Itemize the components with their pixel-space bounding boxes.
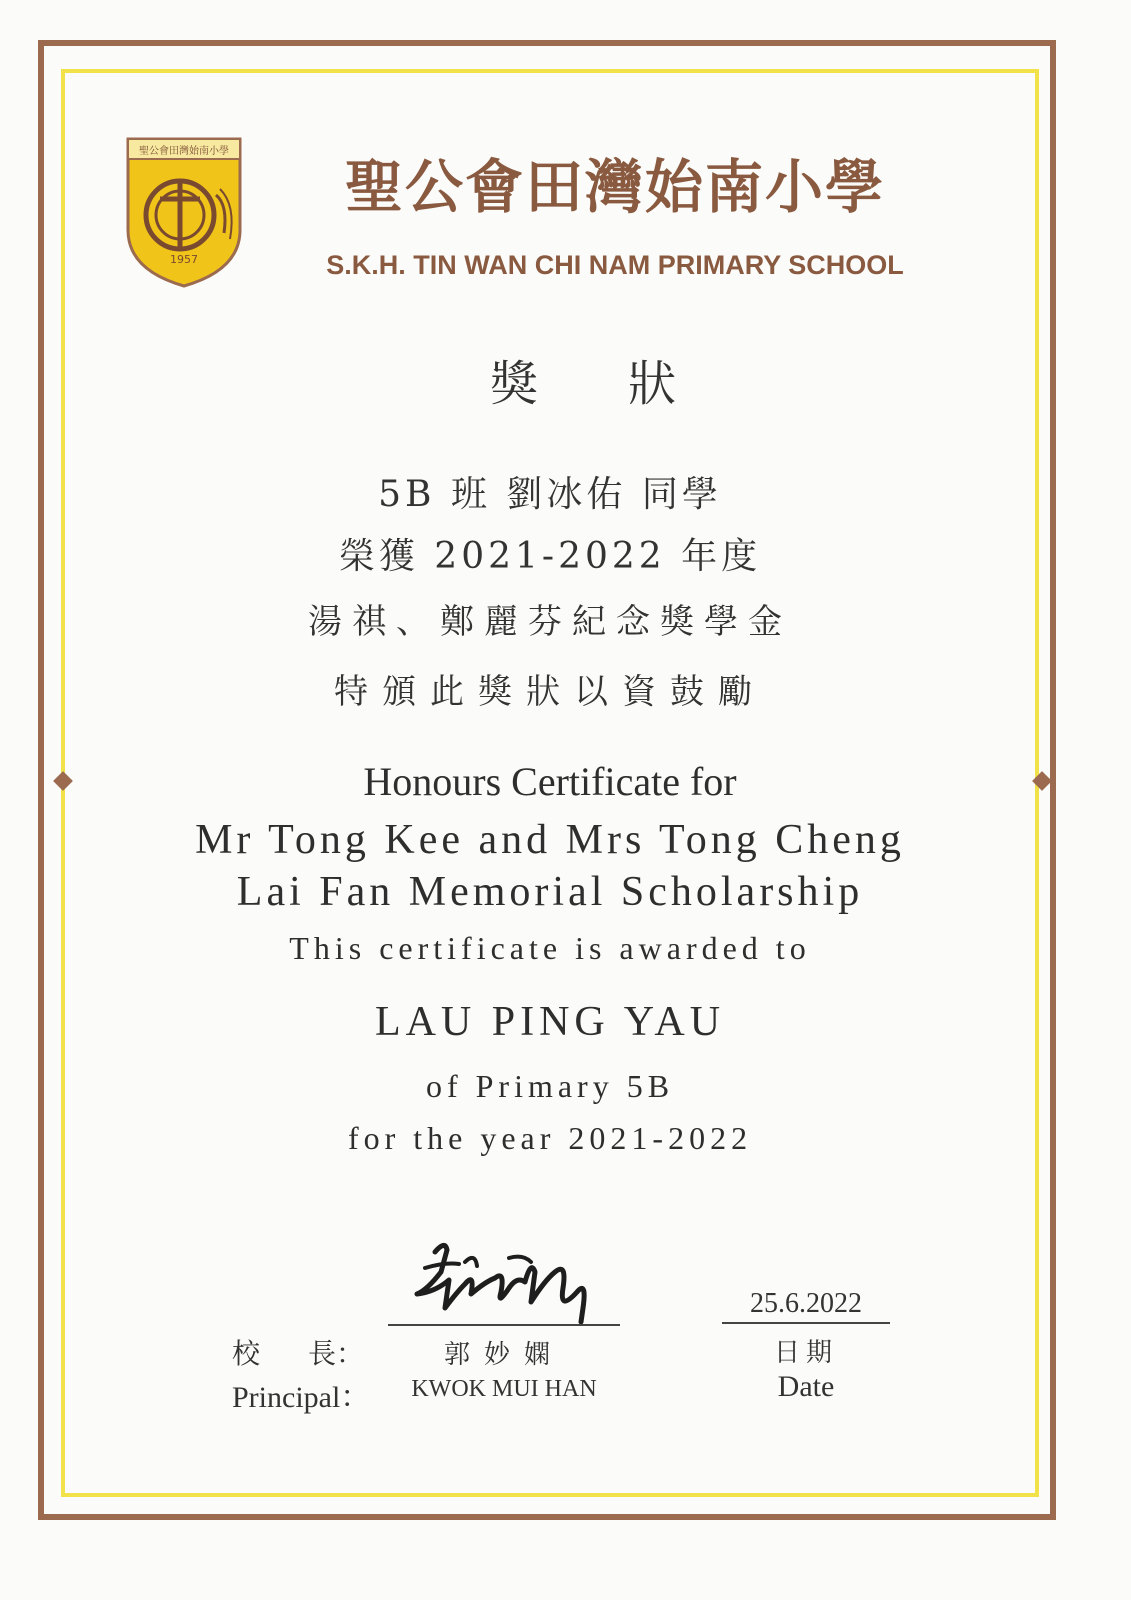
chinese-recipient-line: 5B 班 劉冰佑 同學 xyxy=(378,474,722,515)
english-scholarship-line-1: Mr Tong Kee and Mrs Tong Cheng xyxy=(195,817,905,863)
principal-label-english: Principal： xyxy=(232,1381,371,1414)
recipient-class: of Primary 5B xyxy=(425,1068,675,1104)
signature-line xyxy=(388,1324,620,1326)
date-line xyxy=(722,1322,890,1324)
awarded-to-line: This certificate is awarded to xyxy=(289,930,811,966)
english-heading: Honours Certificate for xyxy=(363,759,737,804)
award-year: for the year 2021-2022 xyxy=(347,1120,753,1156)
chinese-encouragement-line: 特頒此獎狀以資鼓勵 xyxy=(334,672,766,712)
certificate-title: 獎狀 xyxy=(490,356,767,412)
recipient-name: LAU PING YAU xyxy=(374,999,726,1045)
principal-name-chinese: 郭妙嫻 xyxy=(443,1340,564,1370)
chinese-scholarship-line: 湯祺、鄭麗芬紀念獎學金 xyxy=(308,602,792,642)
date-label-english: Date xyxy=(777,1370,835,1403)
school-name-chinese: 聖公會田灣始南小學 xyxy=(344,153,885,221)
date-label-chinese: 日期 xyxy=(773,1338,838,1368)
crest-top-text: 聖公會田灣始南小學 xyxy=(139,146,229,157)
school-crest-icon xyxy=(124,135,244,290)
principal-label-cn-1: 校 xyxy=(232,1337,261,1370)
english-scholarship-line-2: Lai Fan Memorial Scholarship xyxy=(236,869,864,915)
principal-name-english: KWOK MUI HAN xyxy=(411,1376,597,1402)
principal-label-chinese xyxy=(232,1332,364,1372)
school-name-english: S.K.H. TIN WAN CHI NAM PRIMARY SCHOOL xyxy=(326,250,904,280)
chinese-year-line: 榮獲 2021-2022 年度 xyxy=(338,536,762,577)
crest-year: 1957 xyxy=(170,253,198,266)
date-value: 25.6.2022 xyxy=(750,1288,862,1319)
principal-signature-icon xyxy=(405,1232,595,1327)
principal-label-cn-2: 長： xyxy=(308,1337,365,1370)
